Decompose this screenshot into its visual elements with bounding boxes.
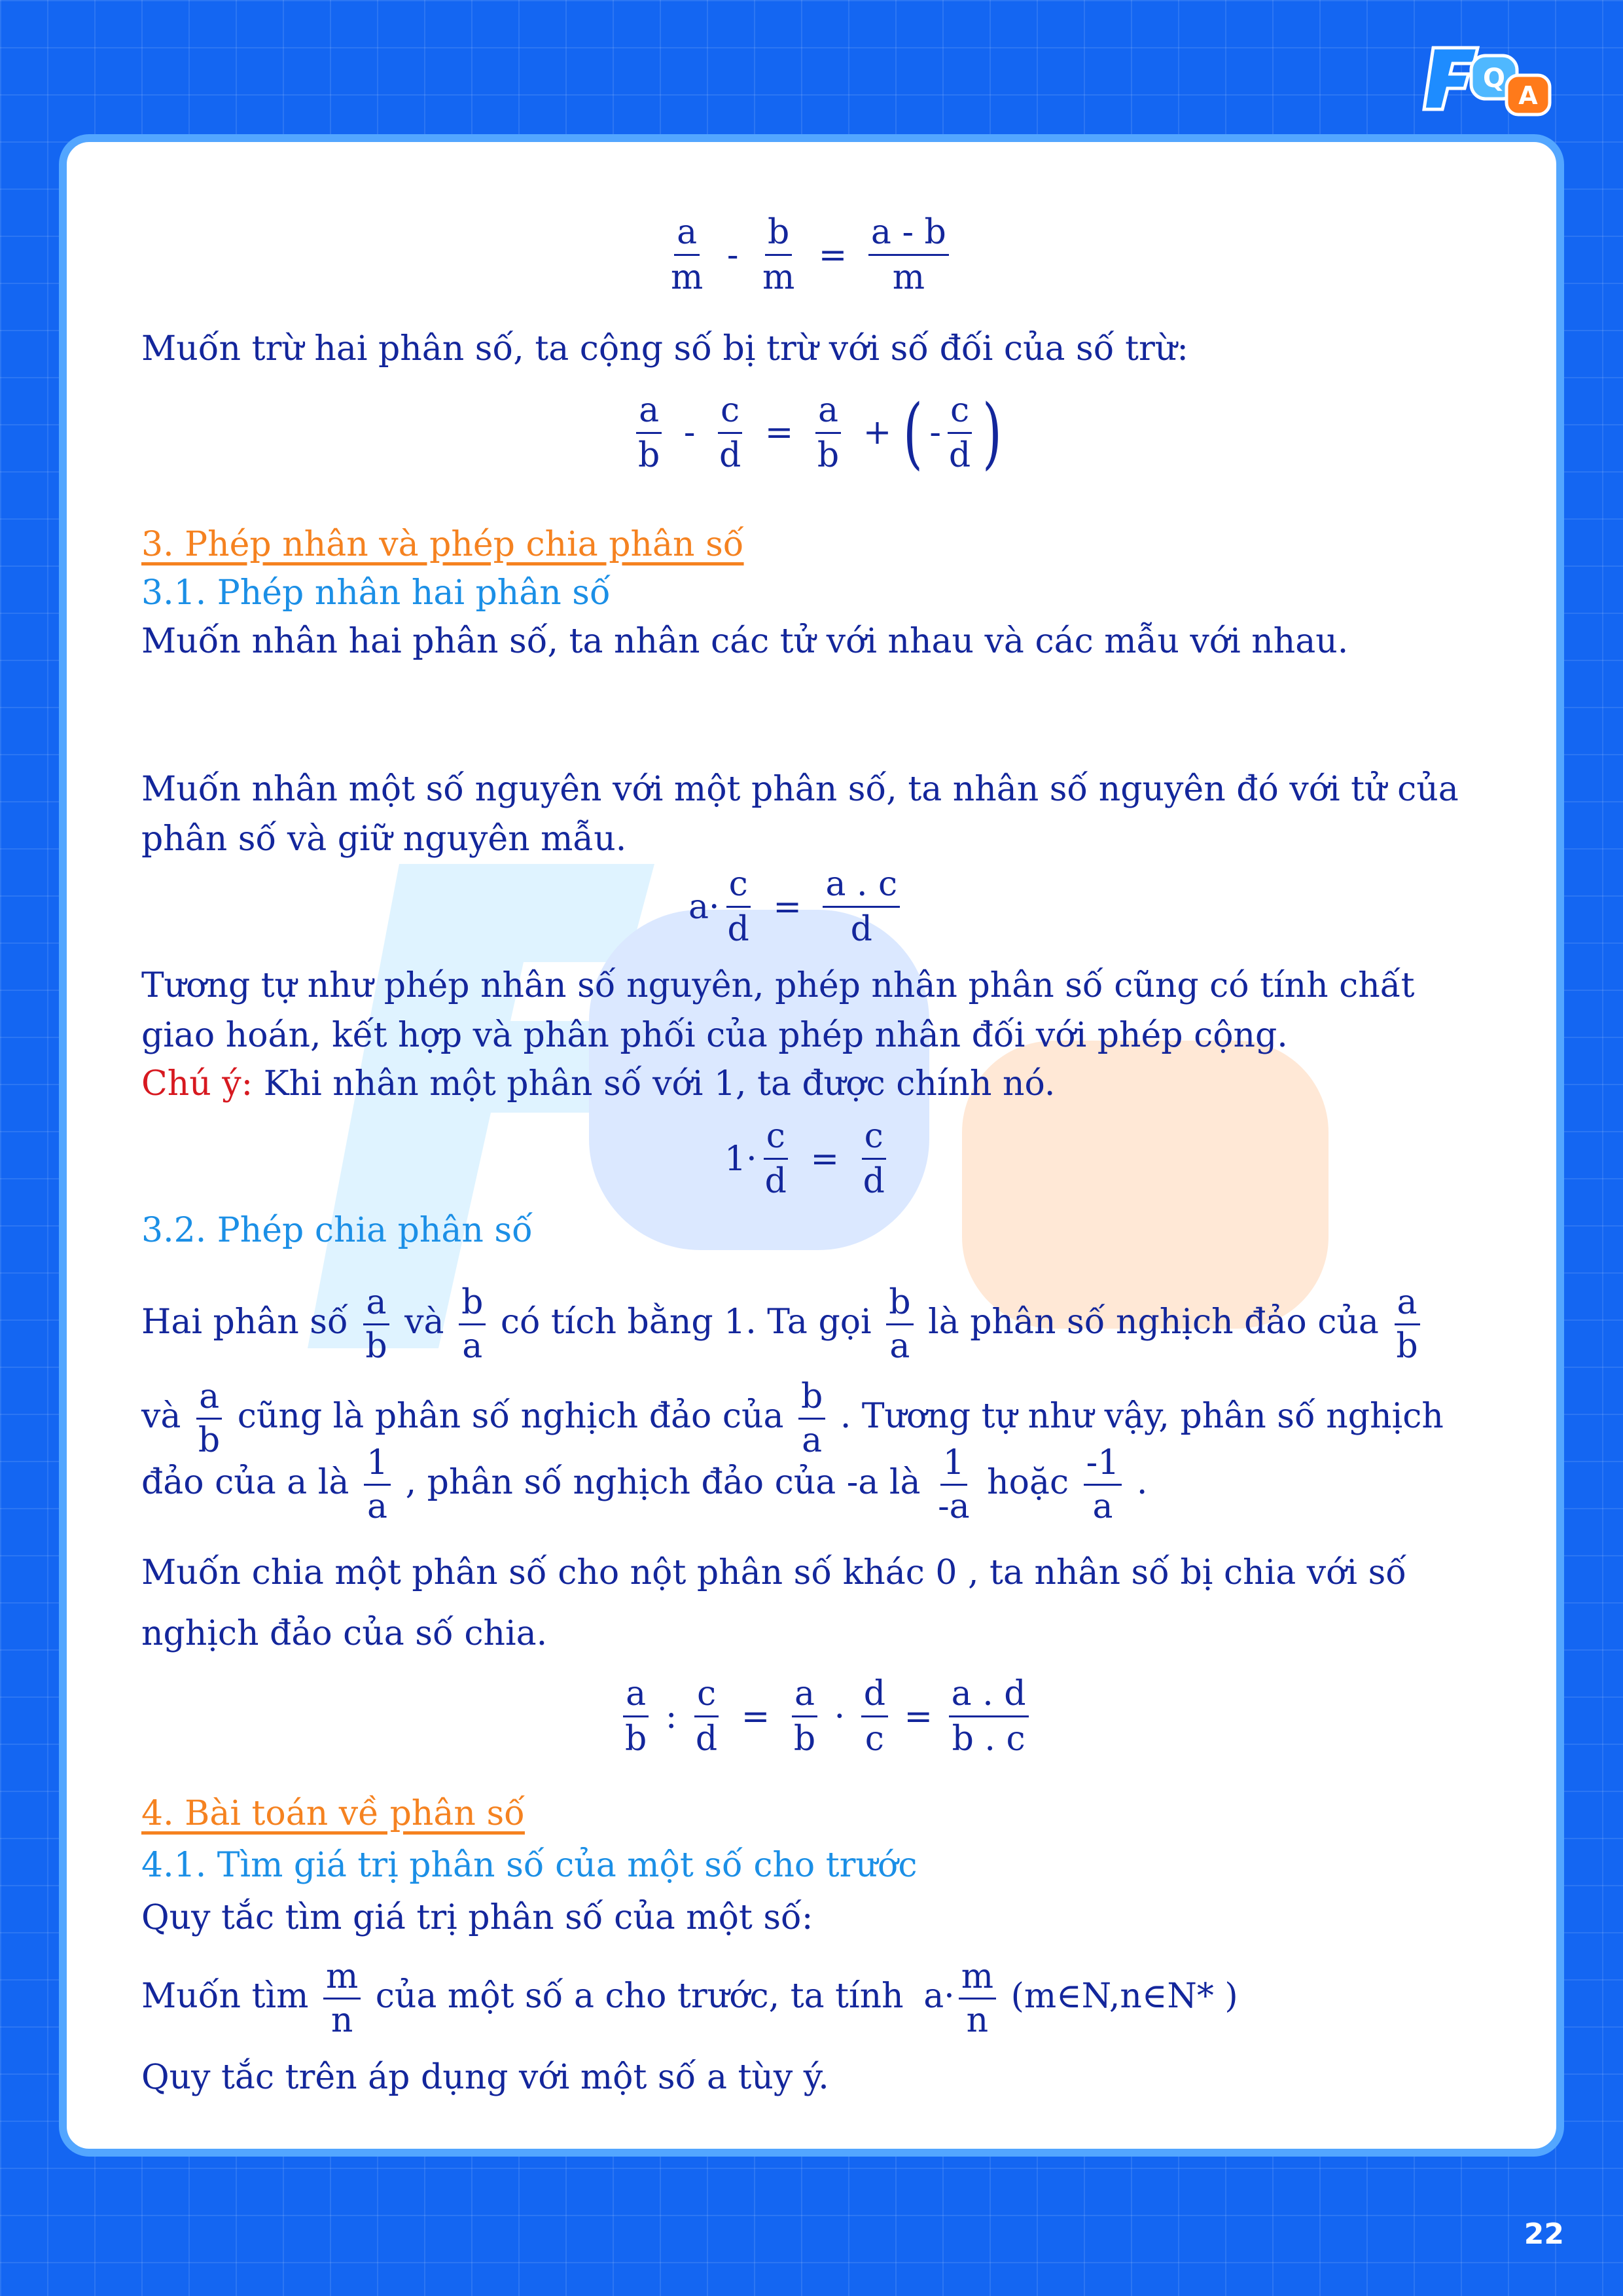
formula-division: $\frac{a}{b}$ : $\frac{c}{d}$ = $\frac{a}{b}$ · $\frac{d}{c}$ = $\frac{a . d}{b . c}$ [618,1672,1033,1761]
fraction: $\frac{b}{a}$ [882,1282,917,1367]
heading-section-3: 3. Phép nhân và phép chia phân số [141,525,744,564]
fraction: $\frac{a}{b}$ [811,389,846,477]
fraction: $\frac{d}{c}$ [857,1672,892,1761]
paragraph-reciprocal-line1: Hai phân số $\frac{a}{b}$ và $\frac{b}{a}$ có tích bằng 1. Ta gọi $\frac{b}{a}$ là phân số nghịch đảo của $\frac{a}{b}$ [141,1282,1425,1367]
fraction: $\frac{c}{d}$ [758,1115,793,1203]
paragraph-division-line1: Muốn chia một phân số cho nột phân số khác 0 , ta nhân số bị chia với số [141,1553,1407,1592]
note-label: Chú ý: [141,1064,253,1103]
fraction: $\frac{a}{b}$ [787,1672,822,1761]
fraction: $\frac{a}{m}$ [664,211,709,299]
paragraph-rule-applies: Quy tắc trên áp dụng với một số a tùy ý. [141,2058,829,2097]
fraction: $\frac{c}{d}$ [713,389,747,477]
paragraph-multiply-rule: Muốn nhân hai phân số, ta nhân các tử với nhau và các mẫu với nhau. [141,622,1349,661]
paragraph-subtract-rule: Muốn trừ hai phân số, ta cộng số bị trừ với số đối của số trừ: [141,329,1188,368]
heading-section-4: 4. Bài toán về phân số [141,1794,525,1833]
fraction: $\frac{c}{d}$ [942,389,977,477]
paragraph-note [141,1059,1055,1109]
subheading-4-1: 4.1. Tìm giá trị phân số của một số cho trước [141,1846,918,1885]
fraction: $\frac{a . c}{d}$ [819,863,904,951]
fraction: $\frac{1}{a}$ [360,1442,395,1528]
paragraph-integer-multiply-line1: Muốn nhân một số nguyên với một phân số, ta nhân số nguyên đó với tử của [141,770,1459,809]
formula-subtract-opposite: $\frac{a}{b}$ - $\frac{c}{d}$ = $\frac{a}{b}$ + ( - $\frac{c}{d}$ ) [632,384,1007,482]
paragraph-reciprocal-line3: đảo của a là $\frac{1}{a}$ , phân số nghịch đảo của -a là $\frac{1}{-a}$ hoặc $\frac{-1}{a}$ . [141,1443,1148,1526]
page-number: 22 [1524,2217,1564,2251]
paragraph-find-value: Muốn tìm $\frac{m}{n}$ của một số a cho trước, ta tính a· $\frac{m}{n}$ (m∈N,n∈N* ) [141,1957,1238,2040]
fraction: $\frac{a}{b}$ [632,389,666,477]
fraction: $\frac{c}{d}$ [689,1672,724,1761]
paragraph-integer-multiply-line2: phân số và giữ nguyên mẫu. [141,819,627,859]
fraction: $\frac{m}{n}$ [955,1956,1000,2041]
fraction: $\frac{-1}{a}$ [1080,1442,1126,1528]
fraction: $\frac{c}{d}$ [721,863,756,951]
fraction: $\frac{a}{b}$ [618,1672,653,1761]
formula-integer-multiply: a· $\frac{c}{d}$ = $\frac{a . c}{d}$ [687,863,904,951]
note-text: Khi nhân một phân số với 1, ta được chính nó. [253,1064,1056,1103]
formula-subtract-same-denominator: $\frac{a}{m}$ - $\frac{b}{m}$ = $\frac{a - b}{m}$ [664,211,953,299]
fraction: $\frac{a}{b}$ [192,1376,226,1462]
fraction: $\frac{a}{b}$ [359,1282,393,1367]
paragraph-division-line2: nghịch đảo của số chia. [141,1614,548,1653]
paragraph-reciprocal-line2: và $\frac{a}{b}$ cũng là phân số nghịch đảo của $\frac{b}{a}$ . Tương tự như vậy, phân số nghịch [141,1377,1444,1460]
paragraph-properties-line1: Tương tự như phép nhân số nguyên, phép nhân phân số cũng có tính chất [141,966,1415,1005]
fraction: $\frac{b}{a}$ [455,1282,490,1367]
fraction: $\frac{1}{-a}$ [938,1443,970,1526]
paragraph-properties-line2: giao hoán, kết hợp và phân phối của phép nhân đối với phép cộng. [141,1016,1288,1055]
svg-text:Q: Q [1482,63,1506,94]
fraction: $\frac{c}{d}$ [857,1115,891,1203]
paragraph-rule-title: Quy tắc tìm giá trị phân số của một số: [141,1898,813,1937]
formula-identity: 1· $\frac{c}{d}$ = $\frac{c}{d}$ [723,1115,891,1203]
fraction: $\frac{b}{a}$ [794,1376,829,1462]
fraction: $\frac{a}{b}$ [1389,1282,1424,1367]
fraction: $\frac{m}{n}$ [319,1956,365,2041]
fraction: $\frac{b}{m}$ [756,211,801,299]
fraction: $\frac{a - b}{m}$ [865,211,953,299]
svg-text:A: A [1518,81,1538,110]
fraction: $\frac{a . d}{b . c}$ [945,1672,1033,1761]
subheading-3-1: 3.1. Phép nhân hai phân số [141,573,611,613]
subheading-3-2: 3.2. Phép chia phân số [141,1211,533,1250]
